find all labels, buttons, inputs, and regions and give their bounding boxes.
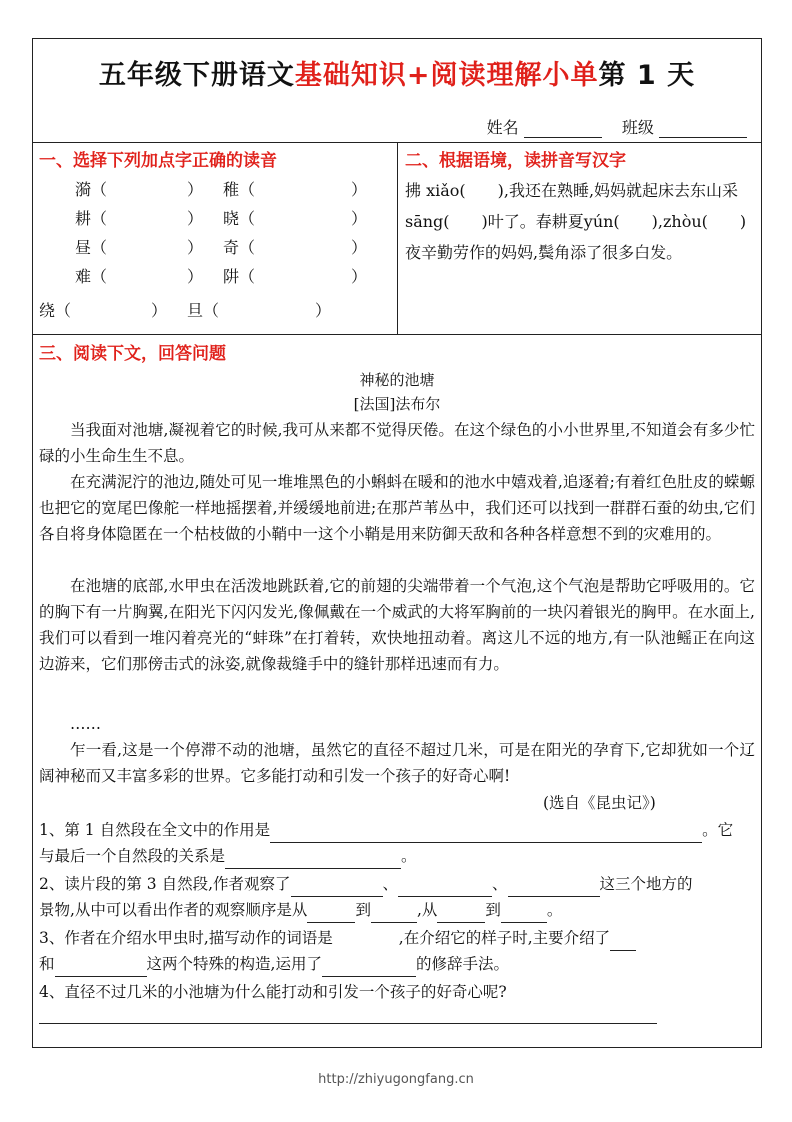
answer-blank[interactable]	[333, 933, 399, 951]
pronunciation-item[interactable]: 稚（ ）	[223, 180, 368, 199]
footer-url[interactable]: http://zhiyugongfang.cn	[318, 1072, 474, 1087]
pronunciation-item[interactable]: 昼（ ）	[75, 238, 204, 257]
class-field[interactable]	[659, 119, 747, 138]
question-text: 。	[401, 847, 417, 865]
title-part1: 五年级下册语文	[98, 60, 295, 91]
question-text: 的修辞手法。	[415, 955, 509, 973]
answer-blank[interactable]	[322, 958, 416, 977]
name-field[interactable]	[524, 119, 602, 138]
question-text: 1、第 1 自然段在全文中的作用是	[39, 821, 271, 839]
pronunciation-item[interactable]: 绕（ ）	[39, 301, 168, 320]
title-part3: 第 1 天	[598, 60, 696, 91]
pronunciation-item[interactable]: 漪（ ）	[75, 180, 204, 199]
answer-blank[interactable]	[291, 878, 383, 897]
pronunciation-item[interactable]: 阱（ ）	[223, 267, 368, 286]
question-text: 。它	[702, 821, 734, 839]
class-label: 班级	[621, 118, 654, 137]
question-1	[39, 817, 755, 869]
question-3	[39, 925, 755, 977]
answer-blank[interactable]	[398, 878, 492, 897]
question-text: 、	[382, 875, 399, 893]
question-text: 、	[492, 875, 508, 893]
article-source: (选自《昆虫记》)	[543, 794, 656, 812]
answer-line[interactable]	[39, 1023, 657, 1024]
question-text: 和	[39, 955, 55, 973]
worksheet	[32, 38, 762, 1048]
answer-blank[interactable]	[307, 904, 355, 923]
pronunciation-item[interactable]: 耕（ ）	[75, 209, 204, 228]
section2-title: 二、根据语境，读拼音写汉字	[405, 151, 626, 171]
question-text: 到	[485, 901, 501, 919]
answer-blank[interactable]	[225, 850, 401, 869]
answer-blank[interactable]	[610, 932, 636, 951]
question-text: ,从	[416, 901, 438, 919]
divider-section3	[33, 334, 761, 335]
article-paragraph: 在池塘的底部,水甲虫在活泼地跳跃着,它的前翅的尖端带着一个气泡,这个气泡是帮助它呼吸用的。它的胸下有一片胸翼,在阳光下闪闪发光,像佩戴在一个威武的大将军胸前的一块闪着银光的胸甲。在水面上,我们可以看到一堆闪着亮光的“蚌珠”在打着转，欢快地扭动着。离这儿不远的地方,有一队池鳐正在向这边游来，它们那傍击式的泳姿,就像裁缝手中的缝针那样迅速而有力。	[39, 577, 755, 673]
article-paragraph: 当我面对池塘,凝视着它的时候,我可从来都不觉得厌倦。在这个绿色的小小世界里,不知道会有多少忙碌的小生命生生不息。	[39, 421, 755, 465]
question-text: 4、直径不过几米的小池塘为什么能打动和引发一个孩子的好奇心呢?	[39, 983, 507, 1001]
question-4	[39, 979, 755, 1005]
name-class-row	[487, 115, 747, 138]
question-text: 。	[546, 901, 563, 919]
divider-vertical	[397, 142, 398, 334]
article-author: [法国]法布尔	[353, 395, 441, 413]
pinyin-passage[interactable]: 拂 xiǎo( ),我还在熟睡,妈妈就起床去东山采 sāng( )叶了。春耕夏yún( ),zhòu( )夜辛勤劳作的妈妈,鬓角添了很多白发。	[405, 181, 747, 262]
answer-blank[interactable]	[437, 904, 485, 923]
question-text: 到	[355, 901, 371, 919]
pronunciation-item[interactable]: 晓（ ）	[223, 209, 368, 228]
answer-blank[interactable]	[270, 824, 702, 843]
article-ellipsis: ……	[70, 715, 101, 733]
article-paragraph: 乍一看,这是一个停滞不动的池塘，虽然它的直径不超过几米，可是在阳光的孕育下,它却犹如一个辽阔神秘而又丰富多彩的世界。它多能打动和引发一个孩子的好奇心啊!	[39, 741, 755, 785]
name-label: 姓名	[486, 118, 519, 137]
answer-blank[interactable]	[501, 904, 547, 923]
question-text: ,在介绍它的样子时,主要介绍了	[398, 929, 611, 947]
pronunciation-item[interactable]: 旦（ ）	[187, 301, 332, 320]
question-text: 2、读片段的第 3 自然段,作者观察了	[39, 875, 291, 893]
question-text: 这三个地方的	[599, 875, 693, 893]
question-text: 3、作者在介绍水甲虫时,描写动作的词语是	[39, 929, 333, 947]
question-2	[39, 871, 755, 923]
pronunciation-item[interactable]: 难（ ）	[75, 267, 204, 286]
page-title	[33, 53, 761, 92]
pronunciation-item[interactable]: 奇（ ）	[223, 238, 368, 257]
article-title: 神秘的池塘	[359, 371, 435, 389]
answer-blank[interactable]	[55, 958, 147, 977]
answer-blank[interactable]	[371, 904, 417, 923]
article-paragraph: 在充满泥泞的池边,随处可见一堆堆黑色的小蝌蚪在暖和的池水中嬉戏着,追逐着;有着红色肚皮的蝾螈也把它的宽尾巴像舵一样地摇摆着,并缓缓地前进;在那芦苇丛中，我们还可以找到一群群石蚕的幼虫,它们各自将身体隐匿在一个枯枝做的小鞘中一这个小鞘是用来防御天敌和各种各样意想不到的灾难用的。	[39, 473, 755, 543]
question-text: 与最后一个自然段的关系是	[39, 847, 226, 865]
section3-title: 三、阅读下文，回答问题	[39, 344, 226, 364]
question-text: 景物,从中可以看出作者的观察顺序是从	[39, 901, 308, 919]
section1-title: 一、选择下列加点字正确的读音	[39, 151, 277, 171]
question-text: 这两个特殊的构造,运用了	[146, 955, 322, 973]
answer-blank[interactable]	[508, 878, 600, 897]
title-part2: 基础知识+阅读理解小单	[294, 60, 599, 91]
